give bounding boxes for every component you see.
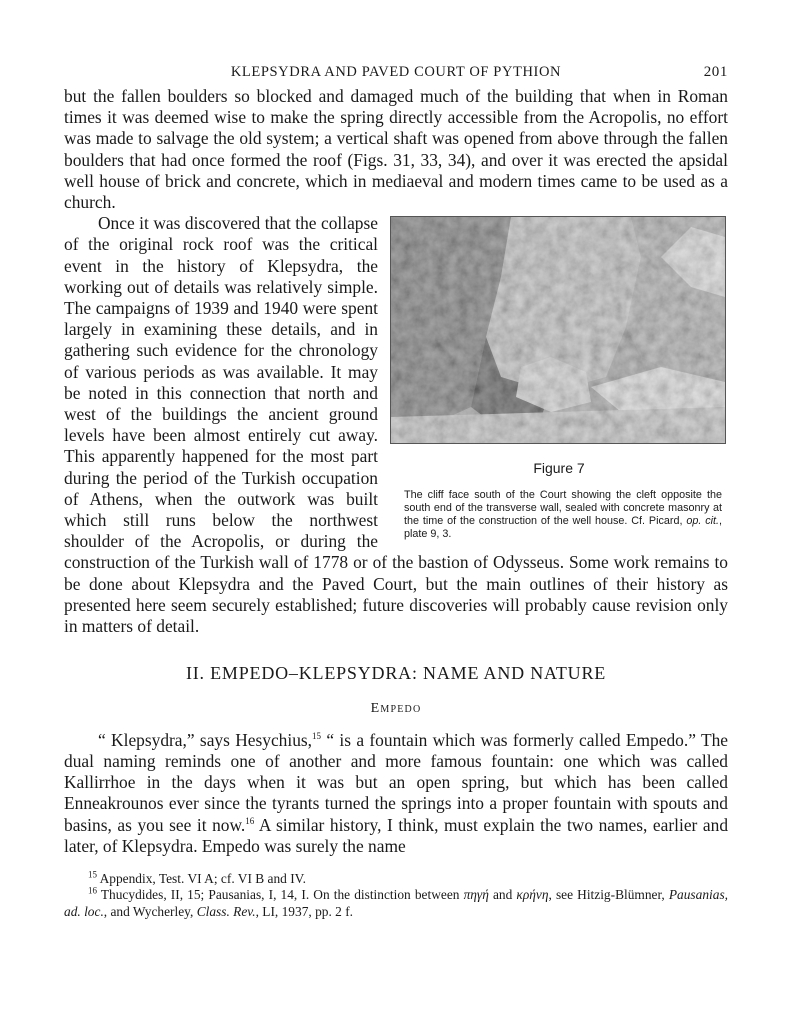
footnote-16-text-2: and xyxy=(488,887,517,903)
footnote-15-text: Appendix, Test. VI A; cf. VI B and IV. xyxy=(97,870,306,886)
footnote-16-italic-2: Class. Rev. xyxy=(196,903,256,919)
page xyxy=(64,60,728,920)
footnote-16 xyxy=(64,887,728,920)
paragraph-3 xyxy=(64,730,728,857)
figure-caption xyxy=(390,489,728,541)
running-head-title: KLEPSYDRA AND PAVED COURT OF PYTHION xyxy=(230,64,562,80)
footnotes xyxy=(64,871,728,921)
footnote-15-number: 15 xyxy=(88,869,97,880)
page-number: 201 xyxy=(703,64,728,80)
footnote-16-text-3: , see Hitzig-Blümner, xyxy=(548,887,669,903)
cliff-photograph xyxy=(390,216,726,444)
paragraph-3-part-1: “ Klepsydra,” says Hesychius, xyxy=(98,729,313,750)
paragraph-1: but the fallen boulders so blocked and damaged much of the building that when in Roman times it was deemed wise to make the spring directly accessible from the Acropolis, no effort was made to salvage the old system; a vertical shaft was opened from above through the fallen boulders that had once formed the roof (Figs. 31, 33, 34), and over it was erected the apsidal well house of brick and concrete, which in mediaeval and modern times came to be used as a church. xyxy=(64,86,728,213)
subsection-heading: Empedo xyxy=(370,701,422,717)
footnote-16-number: 16 xyxy=(88,885,97,896)
figure-caption-end: , plate 9, 3. xyxy=(404,515,722,541)
footnote-16-italic-1: Pausanias, ad. loc. xyxy=(64,887,729,919)
paragraph-3-part-3: A similar history, I think, must explain the two names, earlier and later, of Klepsydra. Empedo was surely the name xyxy=(64,814,729,856)
section-heading: II. EMPEDO–KLEPSYDRA: NAME AND NATURE xyxy=(185,663,607,684)
paragraph-3-part-2: “ is a fountain which was formerly called Empedo.” The dual naming reminds one of another and more famous fountain: one which was called Kallirrhoe in the days when it was but an open spring, but which has been called Enneakrounos ever since the tyrants turned the springs into a proper fountain with spouts and basins, as you see it now. xyxy=(64,729,728,835)
figure-label: Figure 7 xyxy=(533,460,585,477)
figure-7 xyxy=(390,216,728,541)
footnote-15 xyxy=(64,871,728,888)
footnote-16-greek-1: πηγή xyxy=(463,887,489,903)
figure-caption-italic: op. cit. xyxy=(686,515,719,528)
body-text xyxy=(64,86,728,857)
running-head xyxy=(64,60,728,86)
footnote-16-text-1: Thucydides, II, 15; Pausanias, I, 14, I. On the distinction between xyxy=(97,887,464,903)
footnote-ref-16[interactable]: 16 xyxy=(245,815,255,826)
footnote-16-text-4: , and Wycherley, xyxy=(103,903,197,919)
footnote-16-greek-2: κρήνη xyxy=(516,887,549,903)
footnote-ref-15[interactable]: 15 xyxy=(312,730,322,741)
figure-caption-text: The cliff face south of the Court showing the cleft opposite the south end of the transverse wall, sealed with concrete masonry at the time of the construction of the well house. Cf. Picard, xyxy=(404,489,722,528)
paragraph-2: Once it was discovered that the collapse of the original rock roof was the critical event in the history of Klepsydra, the working out of details was relatively simple. The campaigns of 1939 and 1940 were spent largely in examining these details, and in gathering such evidence for the chronology of various periods as was available. It may be noted in this connection that north and west of the buildings the ancient ground levels have been almost entirely cut away. This apparently happened for the most part during the period of the Turkish occupation of Athens, when the outwork was built which still runs below the northwest shoulder of the Acropolis, or during the construction of the Turkish wall of 1778 or of the bastion of Odysseus. Some work remains to be done about Klepsydra and the Paved Court, but the main outlines of their history as presented here seem securely established; future discoveries will probably cause revision only in matters of detail. xyxy=(64,213,728,637)
footnote-16-text-5: , LI, 1937, pp. 2 f. xyxy=(255,903,354,919)
